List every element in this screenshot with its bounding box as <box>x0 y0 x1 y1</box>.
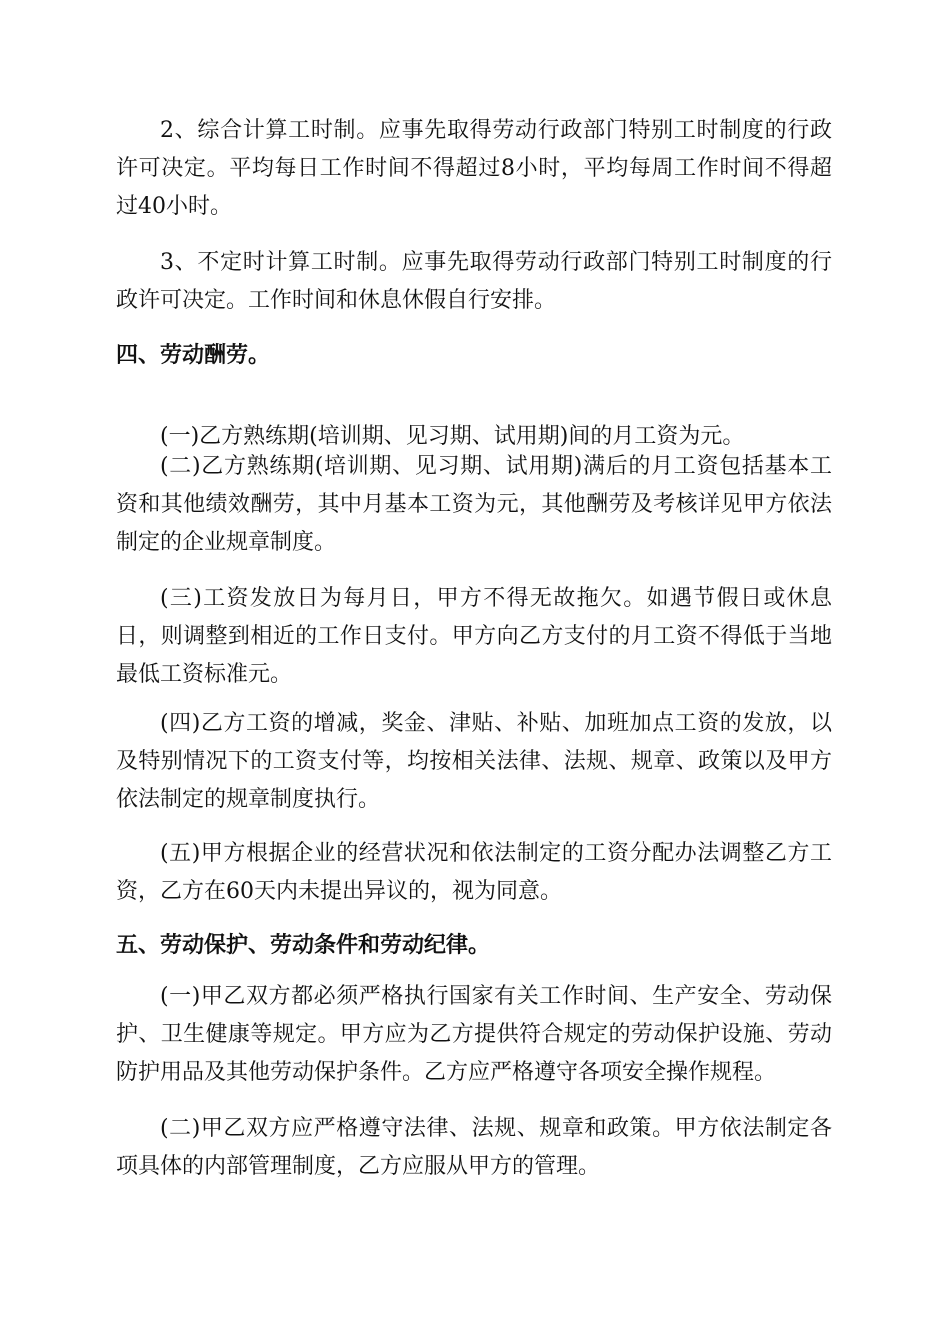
paragraph-regular-salary: (二)乙方熟练期(培训期、见习期、试用期)满后的月工资包括基本工资和其他绩效酬劳，其中月基本工资为元，其他酬劳及考核详见甲方依法制定的企业规章制度。 <box>116 454 832 555</box>
paragraph-salary-adjustments: (四)乙方工资的增减，奖金、津贴、补贴、加班加点工资的发放，以及特别情况下的工资支付等，均按相关法律、法规、规章、政策以及甲方依法制定的规章制度执行。 <box>116 711 832 812</box>
paragraph-salary-review: (五)甲方根据企业的经营状况和依法制定的工资分配办法调整乙方工资，乙方在60天内未提出异议的，视为同意。 <box>116 841 832 904</box>
paragraph-comprehensive-hours: 2、综合计算工时制。应事先取得劳动行政部门特别工时制度的行政许可决定。平均每日工作时间不得超过8小时，平均每周工作时间不得超过40小时。 <box>116 118 832 219</box>
paragraph-compliance: (二)甲乙双方应严格遵守法律、法规、规章和政策。甲方依法制定各项具体的内部管理制度，乙方应服从甲方的管理。 <box>116 1116 832 1179</box>
section-heading-remuneration: 四、劳动酬劳。 <box>116 342 271 368</box>
paragraph-safety-rules: (一)甲乙双方都必须严格执行国家有关工作时间、生产安全、劳动保护、卫生健康等规定。甲方应为乙方提供符合规定的劳动保护设施、劳动防护用品及其他劳动保护条件。乙方应严格遵守各项安全操作规程。 <box>116 984 832 1085</box>
section-heading-labor-protection: 五、劳动保护、劳动条件和劳动纪律。 <box>116 932 491 958</box>
paragraph-payday: (三)工资发放日为每月日，甲方不得无故拖欠。如遇节假日或休息日，则调整到相近的工作日支付。甲方向乙方支付的月工资不得低于当地最低工资标准元。 <box>116 586 832 687</box>
paragraph-flexible-hours: 3、不定时计算工时制。应事先取得劳动行政部门特别工时制度的行政许可决定。工作时间和休息休假自行安排。 <box>116 250 832 313</box>
paragraph-probation-salary: (一)乙方熟练期(培训期、见习期、试用期)间的月工资为元。 <box>160 424 745 449</box>
